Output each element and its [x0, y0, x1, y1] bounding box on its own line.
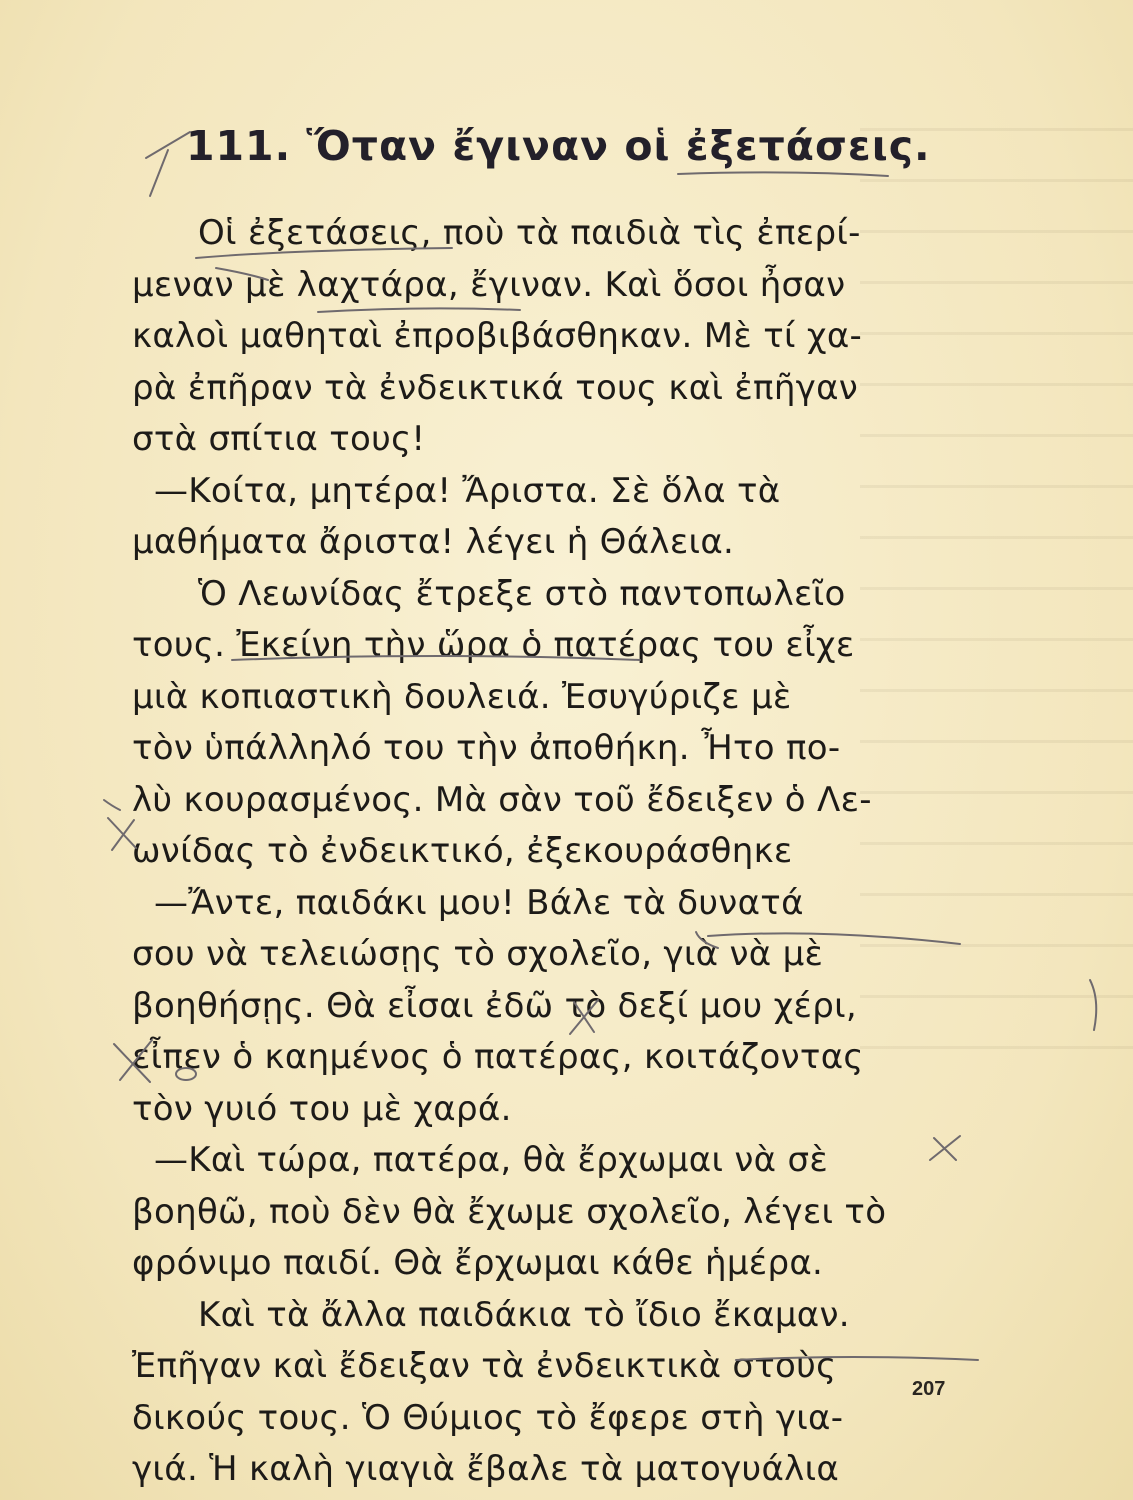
- text-line: —Κοίτα, μητέρα! Ἄριστα. Σὲ ὅλα τὰ: [154, 470, 781, 511]
- page-number: 207: [912, 1378, 946, 1400]
- text-line: καλοὶ μαθηταὶ ἐπροβιβάσθηκαν. Μὲ τί χα-: [132, 316, 863, 356]
- text-line: —Καὶ τώρα, πατέρα, θὰ ἔρχωμαι νὰ σὲ: [154, 1140, 828, 1180]
- text-line: τὸν ὑπάλληλό του τὴν ἀποθήκη. Ἦτο πο-: [132, 728, 841, 768]
- text-line: εἶπεν ὁ καημένος ὁ πατέρας, κοιτάζοντας: [132, 1037, 864, 1077]
- text-line: Καὶ τὰ ἄλλα παιδάκια τὸ ἴδιο ἔκαμαν.: [198, 1294, 850, 1335]
- body-text: [132, 208, 984, 1496]
- text-line: μαθήματα ἄριστα! λέγει ἡ Θάλεια.: [132, 522, 735, 562]
- text-line: Οἱ ἐξετάσεις, ποὺ τὰ παιδιὰ τὶς ἐπερί-: [198, 213, 861, 253]
- text-line: Ὁ Λεωνίδας ἔτρεξε στὸ παντοπωλεῖο: [198, 573, 846, 614]
- text-line: λὺ κουρασμένος. Μὰ σὰν τοῦ ἔδειξεν ὁ Λε-: [132, 779, 872, 820]
- text-line: τους. Ἐκείνη τὴν ὥρα ὁ πατέρας του εἶχε: [132, 625, 855, 665]
- text-line: δικούς τους. Ὁ Θύμιος τὸ ἔφερε στὴ για-: [132, 1397, 844, 1438]
- chapter-heading: 111. Ὅταν ἔγιναν οἱ ἐξετάσεις.: [186, 122, 931, 170]
- text-line: βοηθῶ, ποὺ δὲν θὰ ἔχωμε σχολεῖο, λέγει τὸ: [132, 1191, 887, 1232]
- text-line: βοηθήσῃς. Θὰ εἶσαι ἐδῶ τὸ δεξί μου χέρι,: [132, 985, 858, 1026]
- text-line: ρὰ ἐπῆραν τὰ ἐνδεικτικά τους καὶ ἐπῆγαν: [132, 367, 859, 408]
- pencil-x-mark: [146, 132, 190, 196]
- text-line: μεναν μὲ λαχτάρα, ἔγιναν. Καὶ ὅσοι ἦσαν: [132, 264, 846, 305]
- pencil-underline: [678, 172, 888, 176]
- text-line: γιά. Ἡ καλὴ γιαγιὰ ἔβαλε τὰ ματογυάλια: [132, 1449, 840, 1489]
- text-line: ωνίδας τὸ ἐνδεικτικό, ἐξεκουράσθηκε: [132, 831, 793, 871]
- text-line: στὰ σπίτια τους!: [132, 419, 426, 459]
- text-line: —Ἄντε, παιδάκι μου! Βάλε τὰ δυνατά: [154, 882, 804, 923]
- pencil-margin-mark: [104, 800, 120, 810]
- text-line: Ἐπῆγαν καὶ ἔδειξαν τὰ ἐνδεικτικὰ στοὺς: [132, 1346, 837, 1386]
- text-line: μιὰ κοπιαστικὴ δουλειά. Ἐσυγύριζε μὲ: [132, 676, 792, 717]
- text-line: τὸν γυιό του μὲ χαρά.: [132, 1088, 512, 1129]
- text-line: σου νὰ τελειώσῃς τὸ σχολεῖο, γιὰ νὰ μὲ: [132, 934, 824, 974]
- text-line: φρόνιμο παιδί. Θὰ ἔρχωμαι κάθε ἡμέρα.: [132, 1243, 824, 1283]
